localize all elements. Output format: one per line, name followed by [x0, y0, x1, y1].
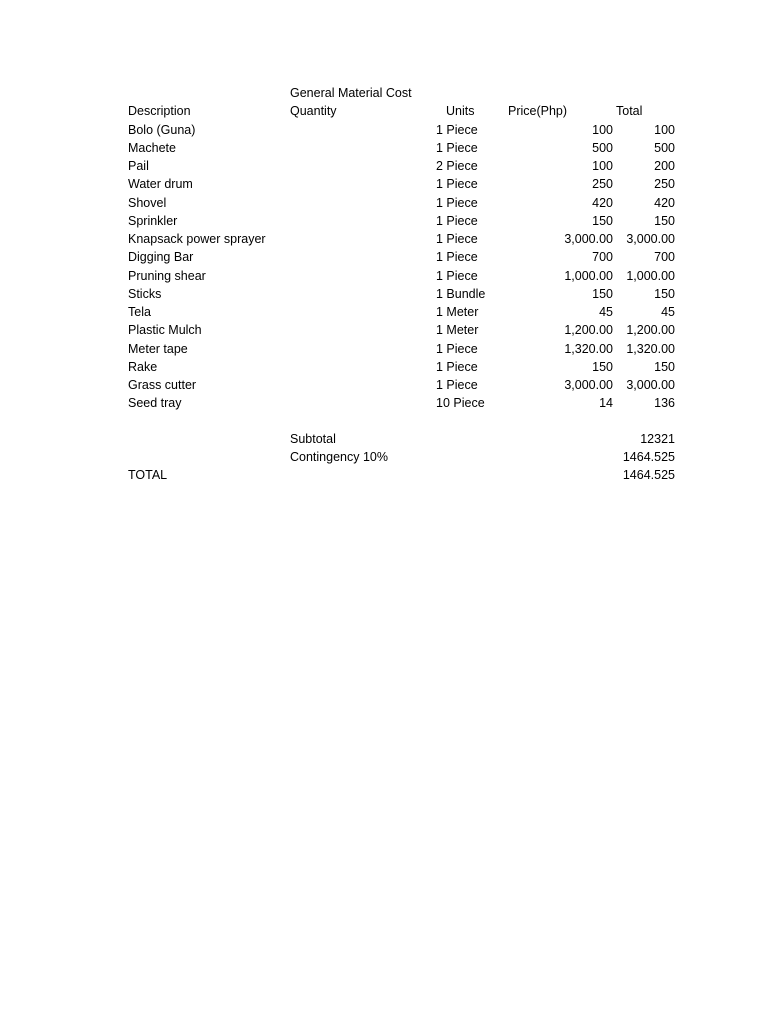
item-total: 1,000.00 — [626, 268, 675, 283]
blank-row — [128, 413, 688, 430]
item-row — [128, 340, 688, 358]
item-description: Pail — [128, 159, 149, 173]
item-description: Tela — [128, 305, 151, 319]
item-price: 500 — [592, 140, 613, 155]
total-value: 1464.525 — [622, 468, 675, 482]
header-quantity: Quantity — [290, 104, 337, 119]
header-total: Total — [616, 104, 643, 119]
item-total: 1,200.00 — [626, 323, 675, 338]
item-row — [128, 394, 688, 412]
item-row — [128, 212, 688, 230]
item-units: 1 Piece — [436, 378, 478, 392]
material-cost-sheet — [128, 84, 688, 484]
item-units: 1 Piece — [436, 268, 478, 283]
item-price: 100 — [592, 159, 613, 173]
item-price: 250 — [592, 177, 613, 192]
total-label: TOTAL — [128, 468, 168, 482]
item-row — [128, 285, 688, 303]
item-price: 700 — [592, 250, 613, 265]
item-row — [128, 267, 688, 285]
item-total: 700 — [654, 250, 675, 265]
item-price: 1,320.00 — [564, 341, 613, 356]
item-description: Water drum — [128, 177, 193, 192]
item-total: 3,000.00 — [626, 232, 675, 246]
item-total: 45 — [661, 305, 675, 319]
subtotal-row — [128, 430, 688, 448]
total-row — [128, 466, 688, 484]
item-units: 1 Meter — [436, 323, 479, 338]
contingency-value: 1464.525 — [622, 449, 675, 464]
item-units: 2 Piece — [436, 159, 478, 173]
item-row — [128, 303, 688, 321]
item-total: 136 — [654, 396, 675, 411]
item-price: 150 — [592, 359, 613, 374]
item-description: Machete — [128, 140, 176, 155]
item-total: 150 — [654, 213, 675, 228]
contingency-label: Contingency 10% — [290, 449, 388, 464]
item-row — [128, 175, 688, 193]
title-row — [128, 84, 688, 102]
item-row — [128, 358, 688, 376]
item-price: 1,200.00 — [564, 323, 613, 338]
item-price: 150 — [592, 213, 613, 228]
header-row — [128, 102, 688, 120]
item-total: 3,000.00 — [626, 378, 675, 392]
item-price: 150 — [592, 286, 613, 301]
subtotal-value: 12321 — [640, 431, 675, 446]
item-total: 200 — [654, 159, 675, 173]
item-row — [128, 248, 688, 266]
item-price: 1,000.00 — [564, 268, 613, 283]
item-price: 45 — [599, 305, 613, 319]
item-description: Bolo (Guna) — [128, 122, 196, 137]
item-description: Digging Bar — [128, 250, 194, 265]
item-total: 420 — [654, 195, 675, 210]
item-description: Seed tray — [128, 396, 182, 411]
item-description: Plastic Mulch — [128, 323, 202, 338]
sheet-title: General Material Cost — [290, 86, 412, 100]
item-units: 1 Piece — [436, 177, 478, 192]
item-description: Knapsack power sprayer — [128, 232, 266, 246]
item-units: 1 Meter — [436, 305, 479, 319]
contingency-row — [128, 448, 688, 466]
item-row — [128, 321, 688, 339]
item-price: 3,000.00 — [564, 378, 613, 392]
item-price: 14 — [599, 396, 613, 411]
item-total: 1,320.00 — [626, 341, 675, 356]
item-units: 1 Piece — [436, 250, 478, 265]
item-units: 1 Bundle — [436, 286, 486, 301]
subtotal-label: Subtotal — [290, 431, 336, 446]
item-description: Pruning shear — [128, 268, 206, 283]
item-price: 100 — [592, 122, 613, 137]
item-description: Rake — [128, 359, 158, 374]
item-row — [128, 194, 688, 212]
item-row — [128, 139, 688, 157]
item-description: Grass cutter — [128, 378, 197, 392]
item-total: 250 — [654, 177, 675, 192]
header-units: Units — [446, 104, 475, 119]
item-price: 3,000.00 — [564, 232, 613, 246]
item-total: 500 — [654, 140, 675, 155]
item-row — [128, 121, 688, 139]
item-units: 1 Piece — [436, 359, 478, 374]
item-row — [128, 376, 688, 394]
item-row — [128, 157, 688, 175]
item-description: Sprinkler — [128, 213, 178, 228]
item-row — [128, 230, 688, 248]
item-units: 1 Piece — [436, 232, 478, 246]
item-total: 150 — [654, 359, 675, 374]
item-total: 100 — [654, 122, 675, 137]
item-units: 1 Piece — [436, 195, 478, 210]
item-description: Meter tape — [128, 341, 188, 356]
header-price: Price(Php) — [508, 104, 568, 119]
item-units: 1 Piece — [436, 122, 478, 137]
item-units: 1 Piece — [436, 140, 478, 155]
item-units: 10 Piece — [436, 396, 485, 411]
item-price: 420 — [592, 195, 613, 210]
item-description: Sticks — [128, 286, 162, 301]
item-total: 150 — [654, 286, 675, 301]
item-units: 1 Piece — [436, 213, 478, 228]
header-description: Description — [128, 104, 191, 119]
item-description: Shovel — [128, 195, 167, 210]
item-units: 1 Piece — [436, 341, 478, 356]
